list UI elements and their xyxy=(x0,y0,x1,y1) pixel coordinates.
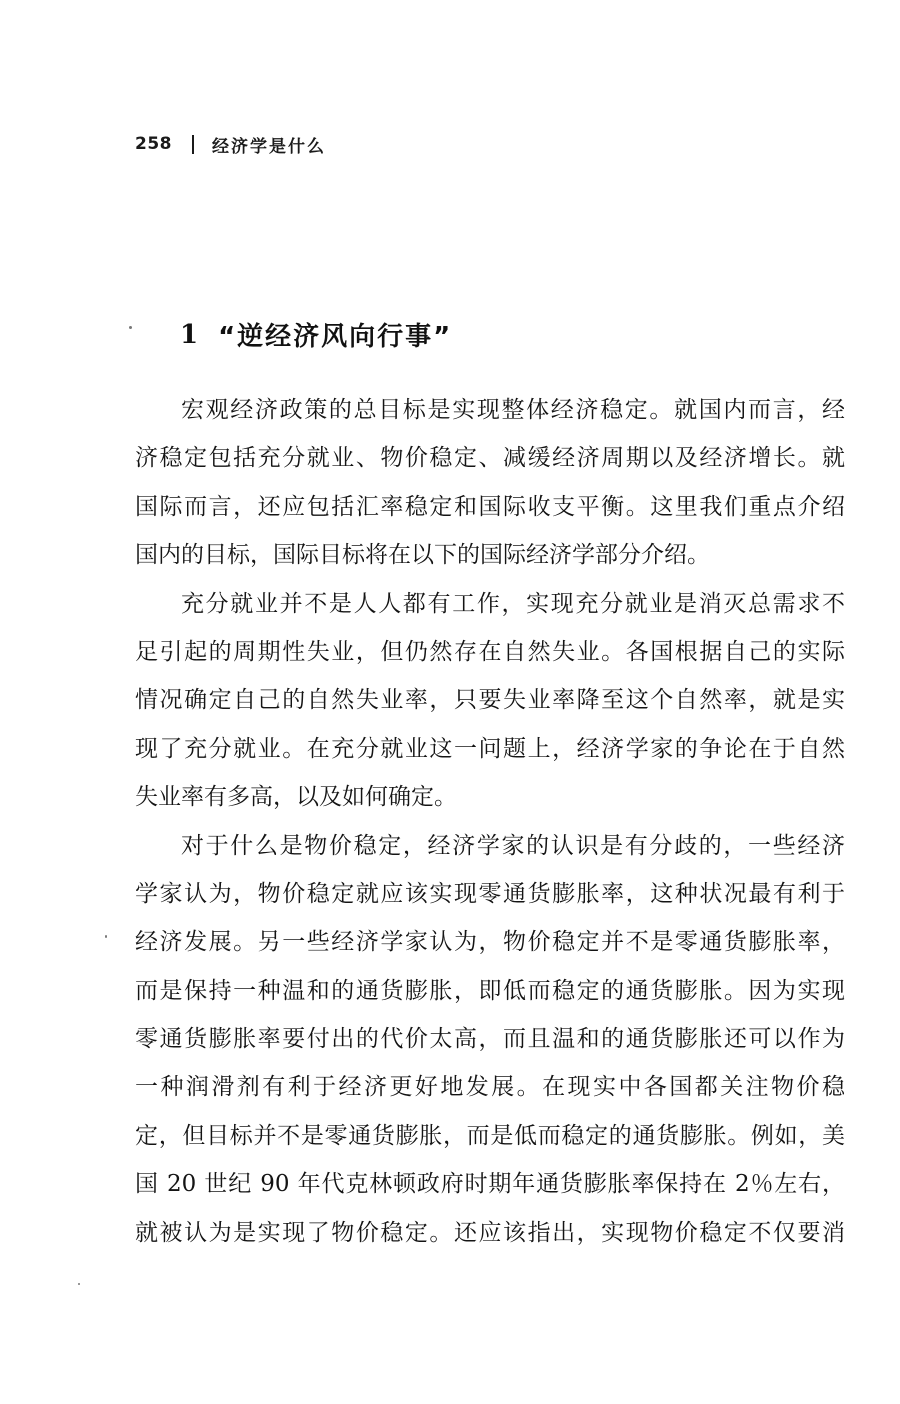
text-line: 对于什么是物价稳定，经济学家的认识是有分歧的，一些经济 xyxy=(181,832,845,859)
text-line: 失业率有多高，以及如何确定。 xyxy=(135,784,457,811)
section-heading xyxy=(180,316,452,353)
text-line: 充分就业并不是人人都有工作，实现充分就业是消灭总需求不 xyxy=(181,590,845,617)
page-number: 258 xyxy=(135,134,172,154)
text-line: 经济发展。另一些经济学家认为，物价稳定并不是零通货膨胀率， xyxy=(135,929,845,956)
section-title: “逆经济风向行事” xyxy=(218,322,453,352)
body-text xyxy=(135,386,845,1257)
book-title: 经济学是什么 xyxy=(212,136,326,157)
running-header xyxy=(135,130,326,158)
text-line: 定，但目标并不是零通货膨胀，而是低而稳定的通货膨胀。例如，美 xyxy=(135,1122,845,1149)
paragraph xyxy=(135,580,845,822)
text-line: 国内的目标，国际目标将在以下的国际经济学部分介绍。 xyxy=(135,542,710,569)
text-line: 国 20 世纪 90 年代克林顿政府时期年通货膨胀率保持在 2％左右， xyxy=(135,1171,845,1198)
text-line: 零通货膨胀率要付出的代价太高，而且温和的通货膨胀还可以作为 xyxy=(135,1026,845,1053)
text-line: 足引起的周期性失业，但仍然存在自然失业。各国根据自己的实际 xyxy=(135,638,845,665)
text-line: 学家认为，物价稳定就应该实现零通货膨胀率，这种状况最有利于 xyxy=(135,880,845,907)
paragraph xyxy=(135,386,845,580)
text-line: 一种润滑剂有利于经济更好地发展。在现实中各国都关注物价稳 xyxy=(135,1074,845,1101)
scan-speck xyxy=(78,1283,80,1285)
section-number: 1 xyxy=(180,319,199,350)
text-line: 情况确定自己的自然失业率，只要失业率降至这个自然率，就是实 xyxy=(135,687,845,714)
paragraph xyxy=(135,822,845,1258)
text-line: 现了充分就业。在充分就业这一问题上，经济学家的争论在于自然 xyxy=(135,735,845,762)
scan-speck xyxy=(105,935,107,938)
text-line: 而是保持一种温和的通货膨胀，即低而稳定的通货膨胀。因为实现 xyxy=(135,977,845,1004)
text-line: 济稳定包括充分就业、物价稳定、减缓经济周期以及经济增长。就 xyxy=(135,445,845,472)
text-line: 国际而言，还应包括汇率稳定和国际收支平衡。这里我们重点介绍 xyxy=(135,493,845,520)
header-divider xyxy=(192,135,194,154)
text-line: 就被认为是实现了物价稳定。还应该指出，实现物价稳定不仅要消 xyxy=(135,1219,845,1246)
text-line: 宏观经济政策的总目标是实现整体经济稳定。就国内而言，经 xyxy=(181,397,845,423)
scan-speck xyxy=(129,326,132,329)
